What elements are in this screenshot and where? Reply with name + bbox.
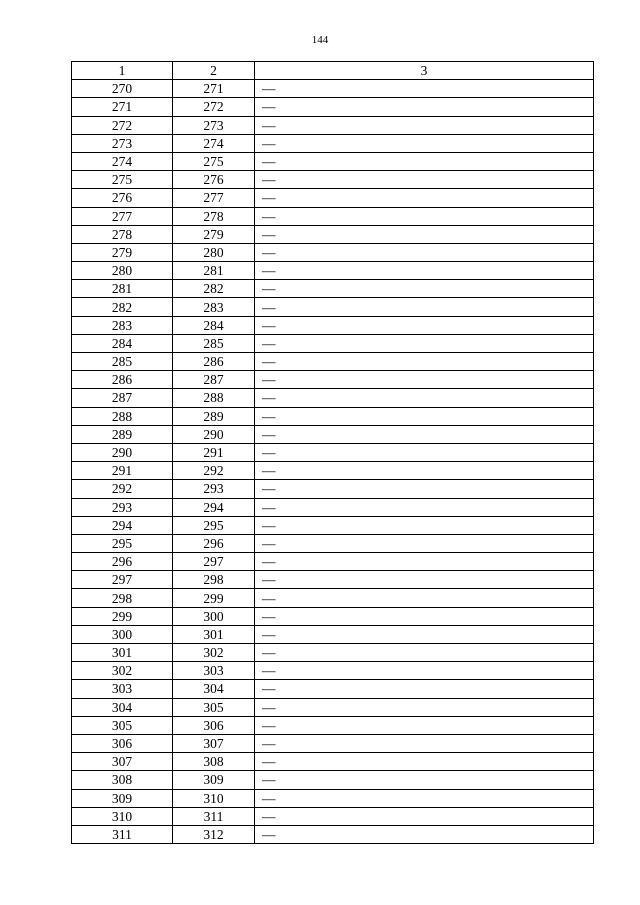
table-cell-col1: 275 <box>72 171 173 189</box>
table-cell-col3: — <box>255 771 594 789</box>
column-header-2: 2 <box>173 62 255 80</box>
table-cell-col2: 293 <box>173 480 255 498</box>
table-cell-col1: 295 <box>72 534 173 552</box>
table-cell-col1: 274 <box>72 152 173 170</box>
table-row <box>72 716 594 734</box>
table-cell-col1: 276 <box>72 189 173 207</box>
table-row <box>72 98 594 116</box>
table-cell-col3: — <box>255 716 594 734</box>
table-cell-col1: 299 <box>72 607 173 625</box>
table-cell-col3: — <box>255 98 594 116</box>
table-cell-col2: 274 <box>173 134 255 152</box>
table-cell-col3: — <box>255 334 594 352</box>
table-cell-col1: 284 <box>72 334 173 352</box>
table-cell-col1: 305 <box>72 716 173 734</box>
table-cell-col1: 277 <box>72 207 173 225</box>
table-cell-col2: 306 <box>173 716 255 734</box>
table-row <box>72 662 594 680</box>
table-cell-col2: 286 <box>173 353 255 371</box>
table-row <box>72 625 594 643</box>
table-cell-col2: 280 <box>173 243 255 261</box>
table-row <box>72 644 594 662</box>
table-cell-col1: 271 <box>72 98 173 116</box>
table-cell-col2: 298 <box>173 571 255 589</box>
table-cell-col1: 302 <box>72 662 173 680</box>
table-cell-col1: 278 <box>72 225 173 243</box>
table-cell-col3: — <box>255 262 594 280</box>
table-row <box>72 825 594 843</box>
table-row <box>72 534 594 552</box>
table-cell-col3: — <box>255 116 594 134</box>
table-cell-col3: — <box>255 807 594 825</box>
table-cell-col2: 283 <box>173 298 255 316</box>
table-row <box>72 443 594 461</box>
table-cell-col3: — <box>255 171 594 189</box>
table-cell-col1: 309 <box>72 789 173 807</box>
table-cell-col3: — <box>255 407 594 425</box>
table-cell-col1: 297 <box>72 571 173 589</box>
table-row <box>72 462 594 480</box>
table-cell-col3: — <box>255 280 594 298</box>
table-row <box>72 80 594 98</box>
table-cell-col1: 307 <box>72 753 173 771</box>
table-cell-col3: — <box>255 589 594 607</box>
table-cell-col2: 303 <box>173 662 255 680</box>
table-cell-col2: 310 <box>173 789 255 807</box>
table-cell-col2: 279 <box>173 225 255 243</box>
table-cell-col3: — <box>255 425 594 443</box>
table-cell-col2: 301 <box>173 625 255 643</box>
table-cell-col3: — <box>255 207 594 225</box>
table-cell-col1: 296 <box>72 553 173 571</box>
table-cell-col3: — <box>255 534 594 552</box>
table-cell-col2: 309 <box>173 771 255 789</box>
table-cell-col3: — <box>255 498 594 516</box>
table-cell-col1: 288 <box>72 407 173 425</box>
table-cell-col3: — <box>255 607 594 625</box>
table-row <box>72 353 594 371</box>
table-row <box>72 389 594 407</box>
page-number: 144 <box>311 34 329 46</box>
table-cell-col2: 277 <box>173 189 255 207</box>
table-cell-col3: — <box>255 644 594 662</box>
table-cell-col2: 299 <box>173 589 255 607</box>
table-cell-col2: 273 <box>173 116 255 134</box>
table-row <box>72 116 594 134</box>
table-cell-col2: 312 <box>173 825 255 843</box>
table-cell-col2: 278 <box>173 207 255 225</box>
table-cell-col2: 275 <box>173 152 255 170</box>
column-header-1: 1 <box>72 62 173 80</box>
table-row <box>72 171 594 189</box>
table-cell-col3: — <box>255 662 594 680</box>
table-cell-col3: — <box>255 152 594 170</box>
table-row <box>72 680 594 698</box>
table-cell-col1: 291 <box>72 462 173 480</box>
table-cell-col3: — <box>255 389 594 407</box>
table-row <box>72 425 594 443</box>
table-cell-col1: 272 <box>72 116 173 134</box>
table-row <box>72 553 594 571</box>
table-cell-col3: — <box>255 443 594 461</box>
table-cell-col2: 292 <box>173 462 255 480</box>
table-cell-col2: 308 <box>173 753 255 771</box>
table-cell-col2: 285 <box>173 334 255 352</box>
table-cell-col1: 311 <box>72 825 173 843</box>
data-table <box>71 61 594 844</box>
table-row <box>72 571 594 589</box>
table-cell-col3: — <box>255 316 594 334</box>
table-row <box>72 480 594 498</box>
table-cell-col2: 276 <box>173 171 255 189</box>
table-header-row <box>72 62 594 80</box>
table-row <box>72 134 594 152</box>
table-row <box>72 516 594 534</box>
table-cell-col1: 310 <box>72 807 173 825</box>
table-cell-col1: 308 <box>72 771 173 789</box>
table-cell-col2: 295 <box>173 516 255 534</box>
table-cell-col3: — <box>255 353 594 371</box>
table-row <box>72 316 594 334</box>
table-cell-col1: 282 <box>72 298 173 316</box>
table-cell-col2: 304 <box>173 680 255 698</box>
table-cell-col1: 270 <box>72 80 173 98</box>
table-cell-col1: 298 <box>72 589 173 607</box>
table-row <box>72 607 594 625</box>
table-row <box>72 753 594 771</box>
table-cell-col3: — <box>255 225 594 243</box>
table-cell-col2: 305 <box>173 698 255 716</box>
table-row <box>72 189 594 207</box>
table-row <box>72 807 594 825</box>
table-cell-col2: 290 <box>173 425 255 443</box>
table-cell-col1: 273 <box>72 134 173 152</box>
table-cell-col1: 304 <box>72 698 173 716</box>
table-cell-col1: 301 <box>72 644 173 662</box>
table-cell-col3: — <box>255 753 594 771</box>
table-cell-col3: — <box>255 480 594 498</box>
table-cell-col2: 289 <box>173 407 255 425</box>
table-cell-col2: 291 <box>173 443 255 461</box>
table-cell-col1: 300 <box>72 625 173 643</box>
table-cell-col3: — <box>255 462 594 480</box>
table-cell-col3: — <box>255 825 594 843</box>
table-cell-col2: 282 <box>173 280 255 298</box>
table-row <box>72 262 594 280</box>
table-cell-col1: 294 <box>72 516 173 534</box>
column-header-3: 3 <box>255 62 594 80</box>
table-cell-col3: — <box>255 698 594 716</box>
table-cell-col1: 283 <box>72 316 173 334</box>
table-cell-col2: 294 <box>173 498 255 516</box>
table-cell-col1: 279 <box>72 243 173 261</box>
table-row <box>72 280 594 298</box>
table-cell-col3: — <box>255 680 594 698</box>
table-row <box>72 334 594 352</box>
table-row <box>72 698 594 716</box>
table-cell-col1: 303 <box>72 680 173 698</box>
table-cell-col3: — <box>255 734 594 752</box>
table-cell-col2: 281 <box>173 262 255 280</box>
table-cell-col3: — <box>255 553 594 571</box>
table-row <box>72 243 594 261</box>
table-cell-col2: 297 <box>173 553 255 571</box>
table-cell-col2: 296 <box>173 534 255 552</box>
table-cell-col1: 286 <box>72 371 173 389</box>
table-cell-col3: — <box>255 80 594 98</box>
table-row <box>72 152 594 170</box>
table-row <box>72 371 594 389</box>
table-cell-col3: — <box>255 243 594 261</box>
table-row <box>72 789 594 807</box>
table-cell-col3: — <box>255 516 594 534</box>
table-cell-col1: 285 <box>72 353 173 371</box>
table-cell-col1: 292 <box>72 480 173 498</box>
table-cell-col1: 281 <box>72 280 173 298</box>
table-cell-col1: 306 <box>72 734 173 752</box>
table-cell-col3: — <box>255 298 594 316</box>
table-cell-col1: 280 <box>72 262 173 280</box>
table-row <box>72 225 594 243</box>
table-cell-col2: 271 <box>173 80 255 98</box>
table-cell-col1: 290 <box>72 443 173 461</box>
table-cell-col3: — <box>255 789 594 807</box>
table-cell-col2: 307 <box>173 734 255 752</box>
table-cell-col1: 293 <box>72 498 173 516</box>
table-row <box>72 407 594 425</box>
table-row <box>72 589 594 607</box>
table-row <box>72 298 594 316</box>
table-cell-col2: 287 <box>173 371 255 389</box>
table-row <box>72 771 594 789</box>
table-cell-col1: 289 <box>72 425 173 443</box>
table-cell-col3: — <box>255 134 594 152</box>
table-body <box>72 80 594 844</box>
table-cell-col2: 288 <box>173 389 255 407</box>
table-cell-col2: 284 <box>173 316 255 334</box>
table-row <box>72 734 594 752</box>
table-cell-col2: 311 <box>173 807 255 825</box>
table-cell-col2: 300 <box>173 607 255 625</box>
table-cell-col3: — <box>255 371 594 389</box>
table-row <box>72 207 594 225</box>
table-cell-col3: — <box>255 571 594 589</box>
table-cell-col2: 302 <box>173 644 255 662</box>
table-cell-col1: 287 <box>72 389 173 407</box>
table-cell-col3: — <box>255 625 594 643</box>
table-row <box>72 498 594 516</box>
table-cell-col2: 272 <box>173 98 255 116</box>
table-cell-col3: — <box>255 189 594 207</box>
